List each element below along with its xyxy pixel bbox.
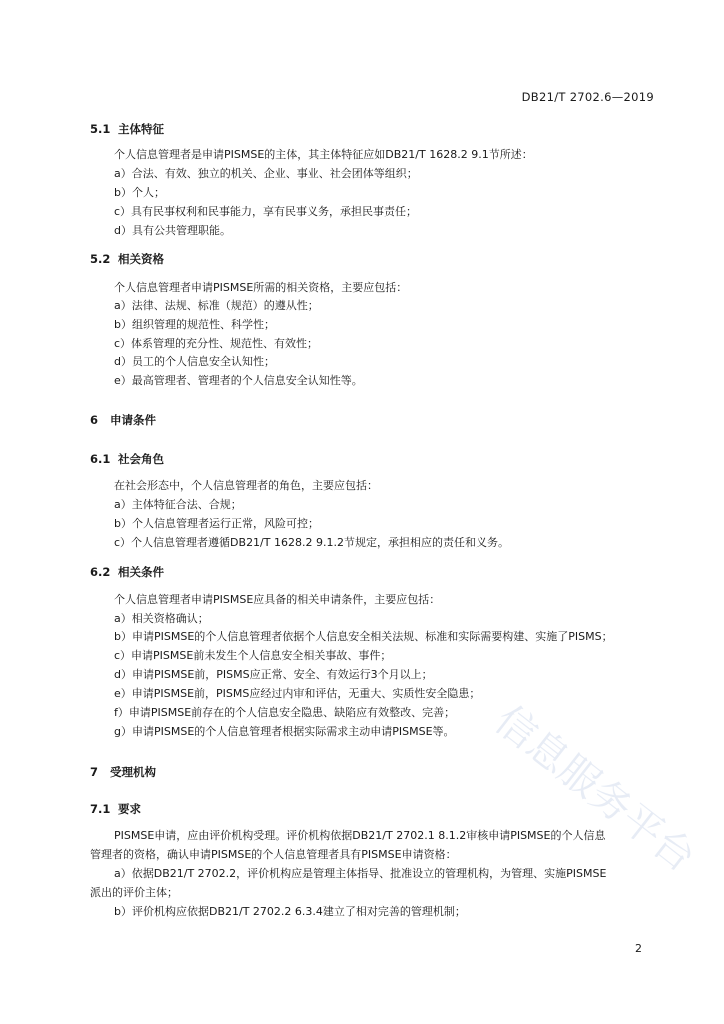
list-item: c）体系管理的充分性、规范性、有效性； bbox=[114, 337, 319, 350]
list-item: b）组织管理的规范性、科学性； bbox=[114, 318, 275, 331]
list-item: c）个人信息管理者遵循DB21/T 1628.2 9.1.2节规定，承担相应的责任和义务。 bbox=[114, 536, 509, 549]
watermark: 信息服务平台 bbox=[486, 697, 704, 882]
list-item: b）评价机构应依据DB21/T 2702.2 6.3.4建立了相对完善的管理机制； bbox=[114, 905, 466, 918]
list-item: f）申请PISMSE前存在的个人信息安全隐患、缺陷应有效整改、完善； bbox=[114, 706, 456, 719]
list-item: a）相关资格确认； bbox=[114, 612, 209, 625]
paragraph-line: 在社会形态中，个人信息管理者的角色，主要应包括： bbox=[114, 479, 378, 492]
list-item: e）最高管理者、管理者的个人信息安全认知性等。 bbox=[114, 374, 363, 387]
list-item: b）个人信息管理者运行正常，风险可控； bbox=[114, 517, 319, 530]
list-item: a）依据DB21/T 2702.2，评价机构应是管理主体指导、批准设立的管理机构，为管理、实施PISMSE bbox=[114, 867, 607, 880]
list-item: d）具有公共管理职能。 bbox=[114, 224, 231, 237]
list-item: a）法律、法规、标准（规范）的遵从性； bbox=[114, 299, 319, 312]
paragraph-line: 管理者的资格，确认申请PISMSE的个人信息管理者具有PISMSE申请资格： bbox=[90, 848, 457, 861]
section-heading-6-1: 6.1 社会角色 bbox=[90, 452, 164, 466]
paragraph-line: 个人信息管理者申请PISMSE应具备的相关申请条件，主要应包括： bbox=[114, 593, 441, 606]
list-item: d）员工的个人信息安全认知性； bbox=[114, 355, 275, 368]
list-item: c）申请PISMSE前未发生个人信息安全相关事故、事件； bbox=[114, 649, 392, 662]
list-item: a）合法、有效、独立的机关、企业、事业、社会团体等组织； bbox=[114, 167, 418, 180]
list-item: b）个人； bbox=[114, 186, 165, 199]
list-item: b）申请PISMSE的个人信息管理者依据个人信息安全相关法规、标准和实际需要构建、实施了PISMS； bbox=[114, 630, 613, 643]
paragraph-line: 个人信息管理者申请PISMSE所需的相关资格，主要应包括： bbox=[114, 281, 408, 294]
section-heading-5-2: 5.2 相关资格 bbox=[90, 252, 164, 266]
list-item: d）申请PISMSE前，PISMS应正常、安全、有效运行3个月以上； bbox=[114, 668, 433, 681]
list-item: g）申请PISMSE的个人信息管理者根据实际需求主动申请PISMSE等。 bbox=[114, 725, 455, 738]
section-heading-6-2: 6.2 相关条件 bbox=[90, 565, 164, 579]
section-heading-5-1: 5.1 主体特征 bbox=[90, 122, 164, 136]
chapter-heading-6: 6 申请条件 bbox=[90, 413, 156, 427]
list-item: a）主体特征合法、合规； bbox=[114, 498, 242, 511]
chapter-heading-7: 7 受理机构 bbox=[90, 765, 156, 779]
page-number: 2 bbox=[635, 942, 642, 955]
paragraph-line: PISMSE申请，应由评价机构受理。评价机构依据DB21/T 2702.1 8.1.2审核申请PISMSE的个人信息 bbox=[114, 829, 606, 842]
section-heading-7-1: 7.1 要求 bbox=[90, 802, 141, 816]
paragraph-line: 个人信息管理者是申请PISMSE的主体，其主体特征应如DB21/T 1628.2 9.1节所述： bbox=[114, 148, 533, 161]
list-item: c）具有民事权利和民事能力，享有民事义务，承担民事责任； bbox=[114, 205, 418, 218]
paragraph-line: 派出的评价主体； bbox=[90, 886, 178, 899]
standard-code-header: DB21/T 2702.6—2019 bbox=[521, 90, 654, 104]
list-item: e）申请PISMSE前，PISMS应经过内审和评估，无重大、实质性安全隐患； bbox=[114, 687, 481, 700]
